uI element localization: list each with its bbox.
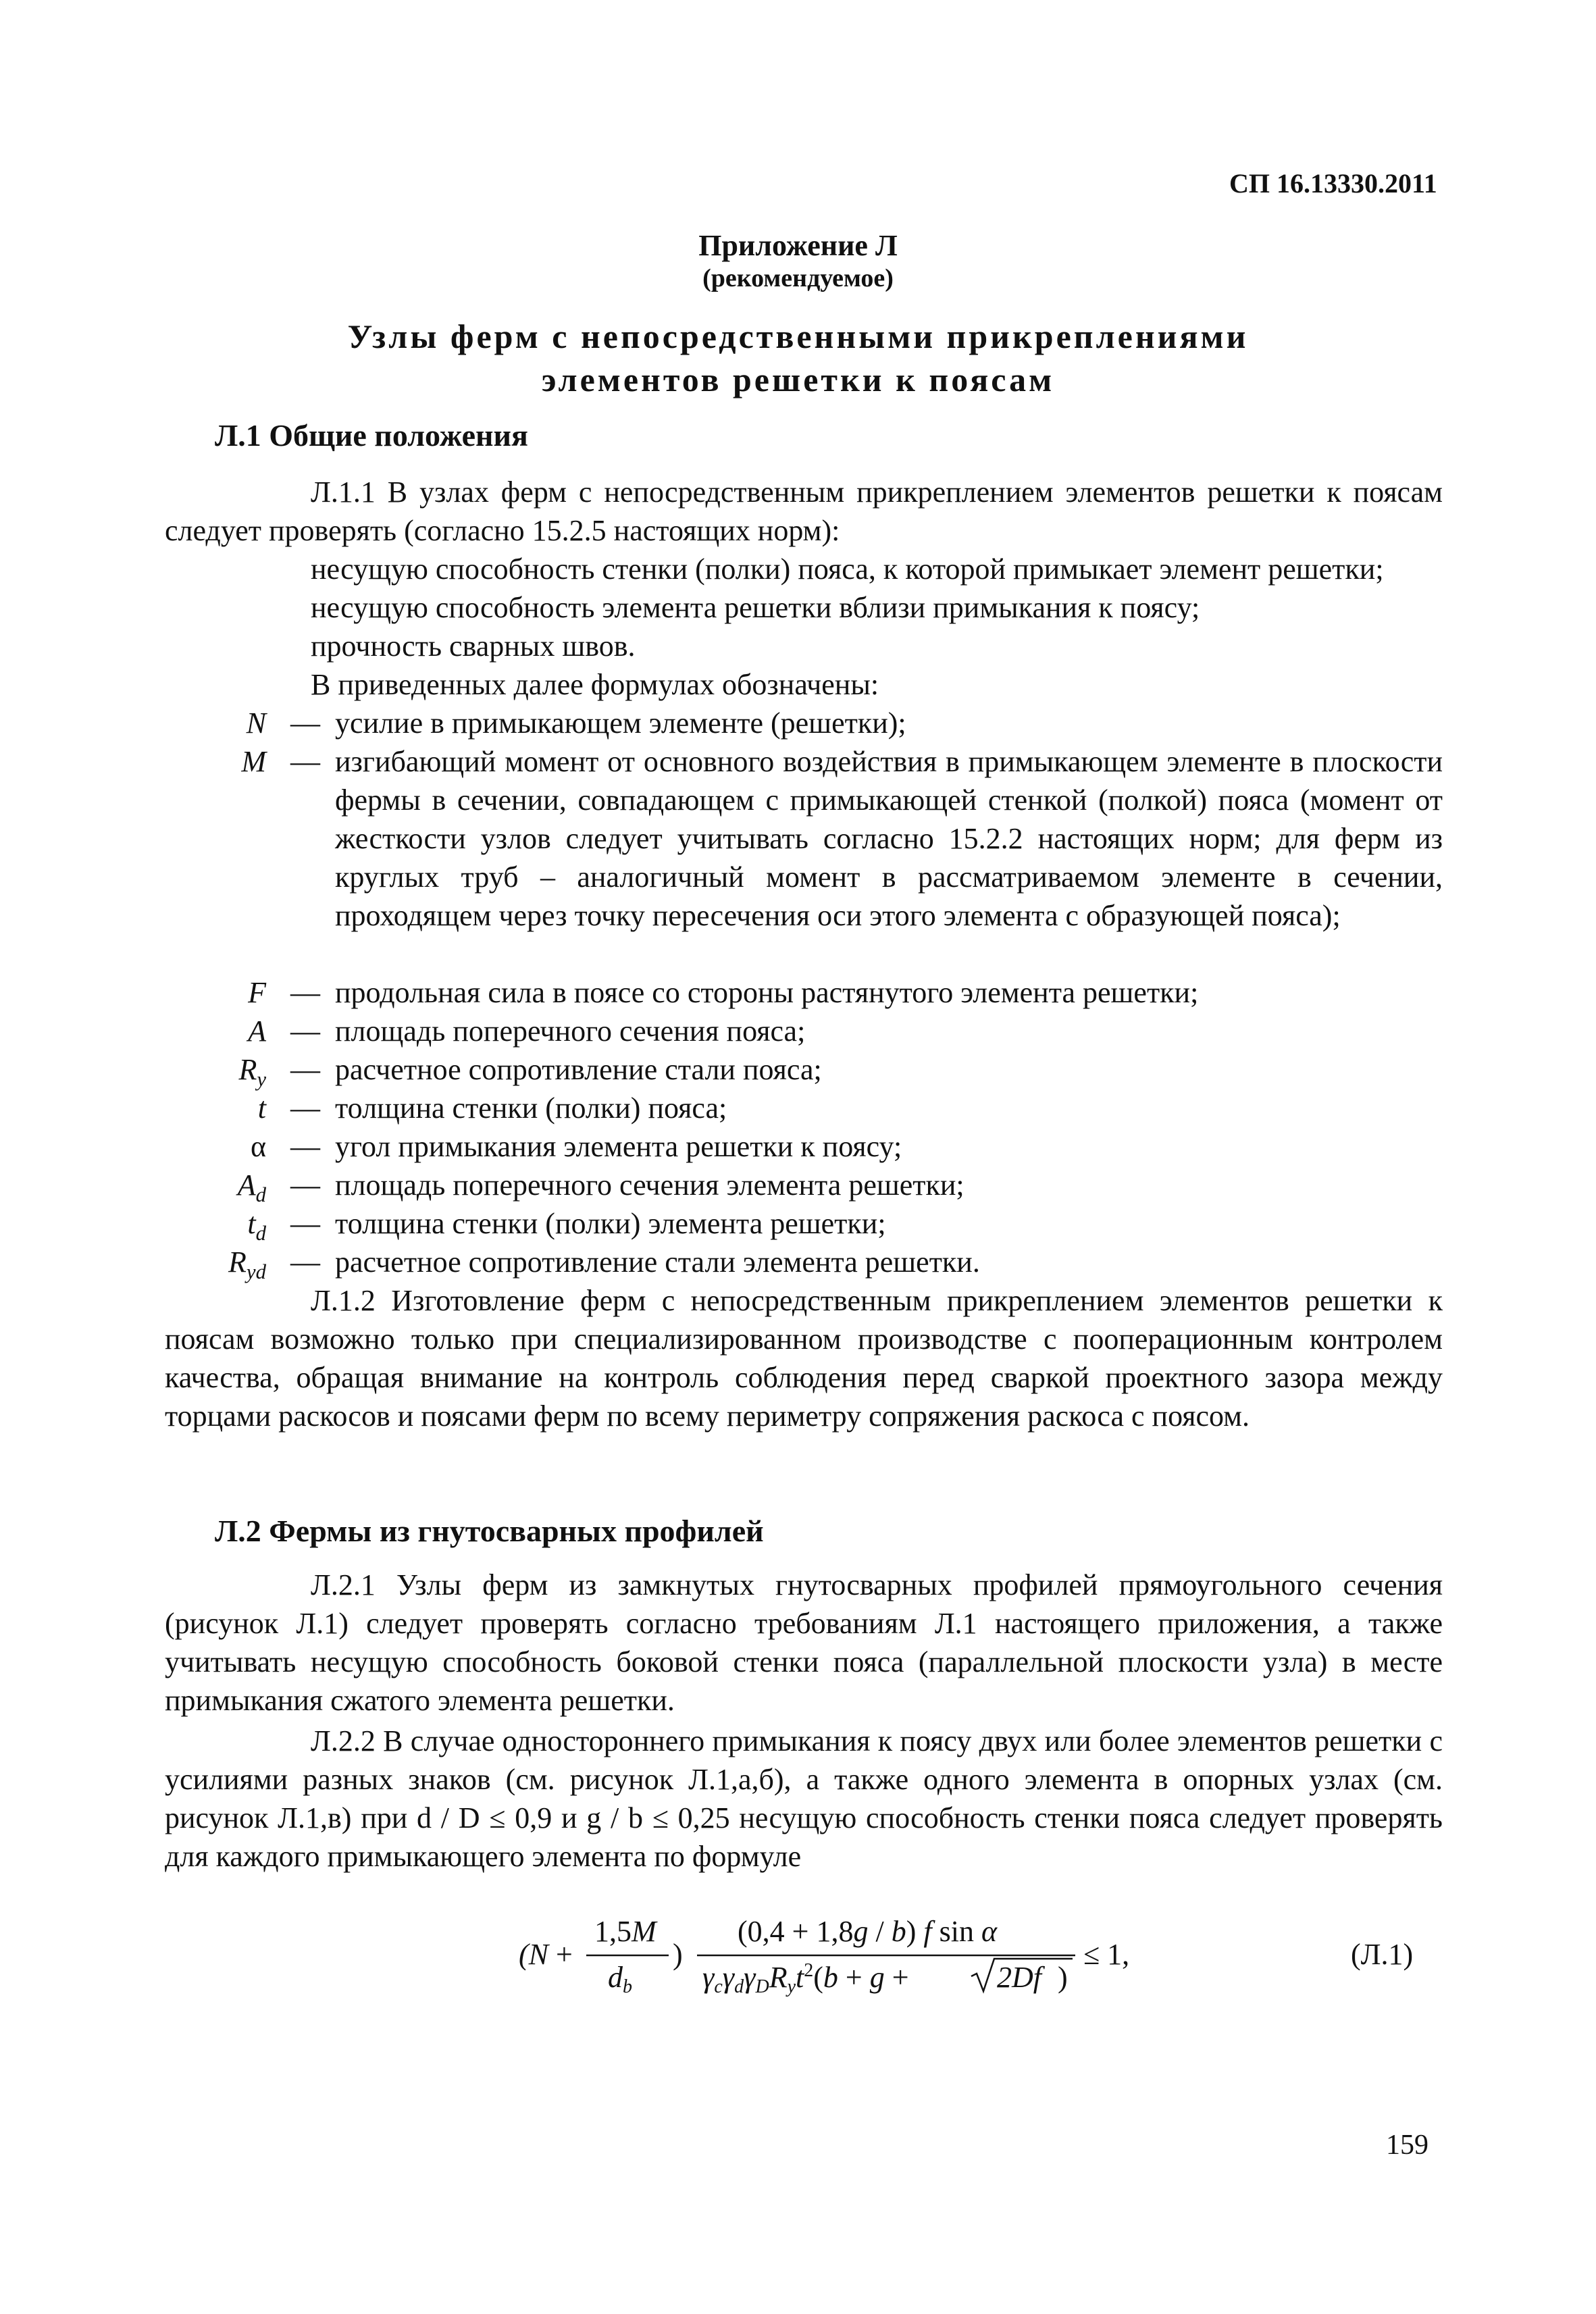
symbol-subscript: yd bbox=[246, 1260, 266, 1283]
formula-open: (N + bbox=[519, 1938, 573, 1971]
appendix-heading-line1: Узлы ферм с непосредственными прикреплениями bbox=[347, 317, 1249, 355]
dash: — bbox=[290, 706, 320, 740]
variable-description: толщина стенки (полки) элемента решетки; bbox=[335, 1207, 886, 1240]
appendix-title: Приложение Л bbox=[698, 229, 898, 262]
formula-numerator-2: (0,4 + 1,8g / b) f sin α bbox=[738, 1917, 998, 1948]
symbol-subscript: y bbox=[257, 1067, 266, 1091]
symbol-subscript: d bbox=[255, 1221, 266, 1245]
variable-symbol: $R_{yd}$ bbox=[228, 1245, 266, 1283]
dash: — bbox=[290, 1053, 320, 1086]
check-item-1 bbox=[165, 550, 1443, 588]
appendix-subtitle: (рекомендуемое) bbox=[702, 264, 894, 292]
page-number: 159 bbox=[1386, 2130, 1428, 2161]
variable-description: изгибающий момент от основного воздействия в примыкающем элементе в плоскости фермы в сечении, совпадающем с примыкающей стенкой (полкой) пояса (момент от жесткости узлов следует учитывать согласно 15.2.2 настоящих норм; для ферм из круглых труб – аналогичный момент в рассматриваемом элементе в сечении, проходящем через точку пересечения оси этого элемента с образующей пояса); bbox=[335, 745, 1443, 932]
formula-graphic bbox=[0, 1917, 1596, 1998]
variable-description: угол примыкания элемента решетки к поясу; bbox=[335, 1130, 902, 1163]
dash: — bbox=[290, 745, 320, 778]
variable-symbol: F bbox=[248, 976, 266, 1009]
variable-symbol: $R_y$ bbox=[238, 1053, 266, 1091]
appendix-heading-line2: элементов решетки к поясам bbox=[541, 361, 1055, 398]
variable-description: толщина стенки (полки) пояса; bbox=[335, 1091, 727, 1125]
variable-symbol: α bbox=[250, 1130, 266, 1163]
section-heading-2: Л.2 Фермы из гнутосварных профилей bbox=[215, 1514, 764, 1548]
dash: — bbox=[290, 1207, 320, 1240]
variable-description: расчетное сопротивление стали элемента решетки. bbox=[335, 1245, 980, 1279]
formula-close-paren: ) bbox=[1058, 1961, 1068, 1994]
dash: — bbox=[290, 1245, 320, 1279]
variable-description: площадь поперечного сечения элемента решетки; bbox=[335, 1168, 964, 1202]
check-item-3: прочность сварных швов. bbox=[311, 629, 636, 663]
formula-sqrt-arg: 2Df bbox=[997, 1961, 1041, 1994]
variable-symbol: $A_d$ bbox=[237, 1168, 266, 1206]
paragraph-1-2: Л.1.2 Изготовление ферм с непосредственным прикреплением элементов решетки к поясам возможно только при специализированном производстве с пооперационным контролем качества, обращая внимание на контроль соблюдения перед сваркой проектного зазора между торцами раскосов и поясами ферм по всему периметру сопряжения раскоса с поясом. bbox=[165, 1284, 1443, 1433]
variable-description: продольная сила в поясе со стороны растянутого элемента решетки; bbox=[335, 976, 1199, 1009]
dash: — bbox=[290, 1091, 320, 1125]
dash: — bbox=[290, 976, 320, 1009]
formula-label: (Л.1) bbox=[1351, 1938, 1414, 1971]
dash: — bbox=[290, 1014, 320, 1048]
check-item-1-text: несущую способность стенки (полки) пояса, к которой примыкает элемент решетки; bbox=[311, 552, 1384, 586]
variable-description: площадь поперечного сечения пояса; bbox=[335, 1014, 806, 1048]
variable-description: усилие в примыкающем элементе (решетки); bbox=[335, 706, 906, 740]
symbol-subscript: d bbox=[255, 1183, 266, 1206]
formula-denominator-2: γcγdγDRyt$^2$(b + g + bbox=[702, 1960, 909, 1997]
paragraph-2-2: Л.2.2 В случае одностороннего примыкания к поясу двух или более элементов решетки с усилиями разных знаков (см. рисунок Л.1,а,б), а также одного элемента в опорных узлах (см. рисунок Л.1,в) при d / D ≤ 0,9 и g / b ≤ 0,25 несущую способность стенки пояса следует проверять для каждого примыкающего элемента по формуле bbox=[165, 1724, 1443, 1873]
variable-description: расчетное сопротивление стали пояса; bbox=[335, 1053, 822, 1086]
formula-numerator-1: 1,5M bbox=[594, 1917, 657, 1948]
variable-symbol: A bbox=[248, 1014, 266, 1048]
paragraph-1-1: Л.1.1 В узлах ферм с непосредственным прикреплением элементов решетки к поясам следует проверять (согласно 15.2.5 настоящих норм): bbox=[165, 475, 1443, 547]
formula-close: ) bbox=[673, 1938, 683, 1971]
paragraph-2-1: Л.2.1 Узлы ферм из замкнутых гнутосварных профилей прямоугольного сечения (рисунок Л.1) следует проверять согласно требованиям Л.1 настоящего приложения, а также учитывать несущую способность боковой стенки пояса (параллельной плоскости узла) в месте примыкания сжатого элемента решетки. bbox=[165, 1568, 1443, 1717]
formula-l1 bbox=[0, 1917, 1596, 1997]
variable-symbol: M bbox=[241, 745, 266, 778]
variable-symbol: $t_d$ bbox=[247, 1207, 266, 1245]
formula-relation: ≤ 1, bbox=[1083, 1938, 1130, 1971]
dash: — bbox=[290, 1168, 320, 1202]
formula-denominator-1: db bbox=[608, 1961, 632, 1997]
document-code: СП 16.13330.2011 bbox=[1229, 168, 1437, 199]
dash: — bbox=[290, 1130, 320, 1163]
variables-intro: В приведенных далее формулах обозначены: bbox=[311, 668, 879, 701]
appendix-heading bbox=[0, 315, 1596, 401]
check-item-2: несущую способность элемента решетки вблизи примыкания к поясу; bbox=[311, 591, 1200, 624]
variable-symbol: N bbox=[246, 706, 266, 740]
variable-symbol: t bbox=[257, 1091, 266, 1125]
section-heading-1: Л.1 Общие положения bbox=[215, 418, 528, 453]
